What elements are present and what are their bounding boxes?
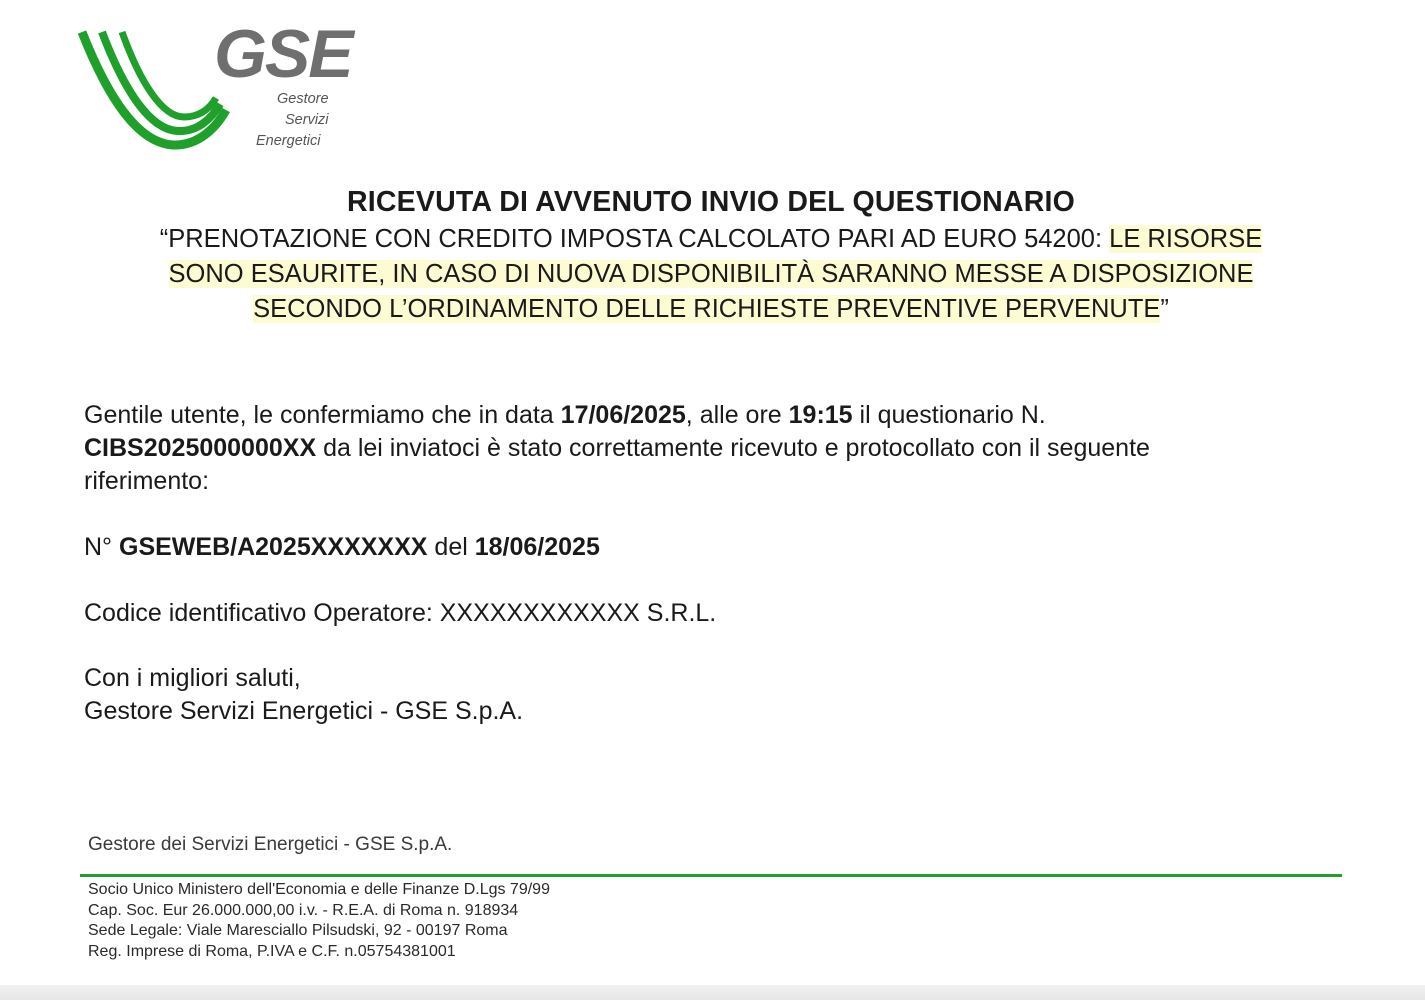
subtitle-line-3 [0, 292, 1422, 327]
subtitle-highlight-3: SECONDO L’ORDINAMENTO DELLE RICHIESTE PREVENTIVE PERVENUTE [253, 295, 1161, 323]
reference-date: 18/06/2025 [474, 533, 600, 561]
subtitle-line-1 [0, 222, 1422, 257]
submission-time: 19:15 [788, 401, 853, 429]
document-subtitle [0, 222, 1422, 327]
footer-legal-info [88, 880, 550, 962]
text-greeting: Gentile utente, le confermiamo che in data [84, 401, 561, 429]
subtitle-highlight-1: LE RISORSE [1109, 225, 1263, 253]
text-connector-time: , alle ore [685, 401, 789, 429]
document-title: RICEVUTA DI AVVENUTO INVIO DEL QUESTIONARIO [346, 186, 1076, 218]
subtitle-line-2 [0, 257, 1422, 292]
text-received: da lei inviatoci è stato correttamente ricevuto e protocollato con il seguente [316, 434, 1150, 462]
logo-line-gestore: Gestore [277, 91, 329, 107]
page-bottom-edge [0, 985, 1425, 1000]
footer-line-1: Socio Unico Ministero dell'Economia e delle Finanze D.Lgs 79/99 [88, 881, 550, 898]
paragraph-line-1 [84, 399, 1304, 432]
footer-line-2: Cap. Soc. Eur 26.000.000,00 i.v. - R.E.A. di Roma n. 918934 [88, 901, 519, 919]
paragraph-line-3 [84, 465, 1304, 498]
submission-date: 17/06/2025 [560, 401, 686, 429]
subtitle-plain-text: “PRENOTAZIONE CON CREDITO IMPOSTA CALCOLATO PARI AD EURO 54200: [159, 225, 1110, 253]
footer-company-name: Gestore dei Servizi Energetici - GSE S.p.A. [88, 834, 453, 855]
logo-brand-text: GSE [214, 16, 352, 92]
logo-line-energetici: Energetici [256, 133, 321, 149]
reference-number: GSEWEB/A2025XXXXXXX [119, 533, 428, 561]
text-reference-label: riferimento: [84, 467, 210, 495]
closing-salutation: Con i migliori saluti, [84, 664, 301, 692]
subtitle-close-quote: ” [1160, 295, 1169, 323]
text-questionnaire-label: il questionario N. [852, 401, 1046, 429]
closing-block [84, 662, 523, 728]
footer-line-3: Sede Legale: Viale Maresciallo Pilsudski, 92 - 00197 Roma [88, 922, 508, 939]
closing-signature: Gestore Servizi Energetici - GSE S.p.A. [84, 697, 524, 725]
logo-line-servizi: Servizi [285, 112, 329, 128]
protocol-reference [84, 531, 600, 564]
confirmation-paragraph [84, 399, 1304, 498]
subtitle-highlight-2: SONO ESAURITE, IN CASO DI NUOVA DISPONIBILITÀ SARANNO MESSE A DISPOSIZIONE [168, 260, 1254, 288]
footer-line-4: Reg. Imprese di Roma, P.IVA e C.F. n.05754381001 [88, 942, 456, 960]
paragraph-line-2 [84, 432, 1304, 465]
questionnaire-number: CIBS2025000000XX [84, 434, 317, 462]
reference-prefix: N° [84, 533, 119, 561]
gse-logo [78, 16, 352, 153]
footer-divider [80, 874, 1342, 877]
reference-connector: del [427, 533, 475, 561]
operator-code: Codice identificativo Operatore: XXXXXXXXXXXX S.R.L. [84, 599, 717, 627]
